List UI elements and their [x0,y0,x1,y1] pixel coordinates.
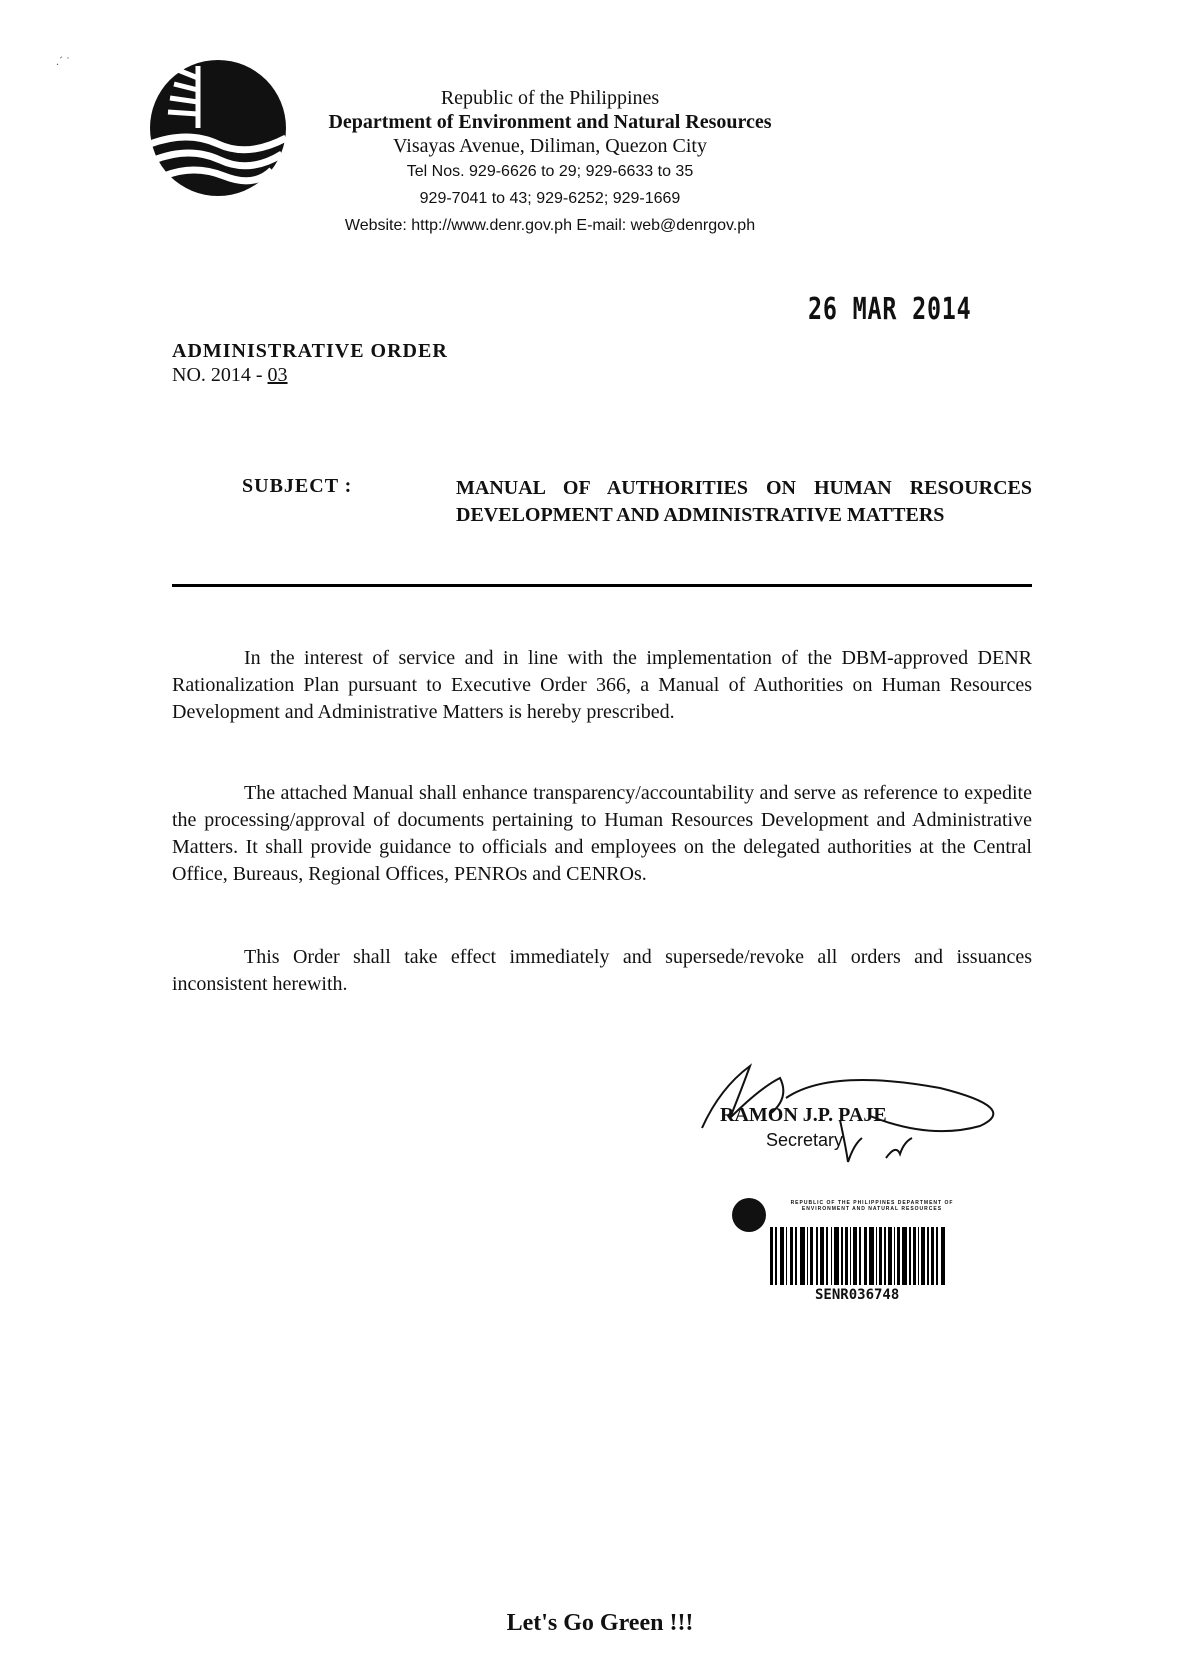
denr-logo [148,58,288,198]
letterhead [280,86,820,239]
order-number-value: 03 [267,364,288,386]
divider [172,584,1032,587]
seal-text: REPUBLIC OF THE PHILIPPINES DEPARTMENT OF ENVIRONMENT AND NATURAL RESOURCES [790,1200,954,1212]
signatory-title: Secretary [766,1130,844,1150]
paragraph-1 [172,645,1032,726]
footer-slogan: Let's Go Green !!! [506,1610,694,1636]
date-stamp: 26 MAR 2014 [808,292,972,327]
order-number [172,364,314,387]
scan-speck: .´ ˙ [56,54,70,68]
subject-text: MANUAL OF AUTHORITIES ON HUMAN RESOURCES DEVELOPMENT AND ADMINISTRATIVE MATTERS [456,477,1032,526]
order-title: ADMINISTRATIVE ORDER [172,340,448,362]
paragraph-2-text: The attached Manual shall enhance transparency/accountability and serve as reference to expedite the processing/approval of documents pertaining to Human Resources Development and Administrative Matters. It shall provide guidance to officials and employees on the delegated authorities at the Central Office, Bureaus, Regional Offices, PENROs and CENROs. [172,782,1032,885]
paragraph-3 [172,944,1032,998]
letterhead-republic: Republic of the Philippines [440,87,660,109]
signatory-name: RAMON J.P. PAJE [720,1104,887,1126]
paragraph-2 [172,780,1032,888]
letterhead-tel-1: Tel Nos. 929-6626 to 29; 929-6633 to 35 [406,163,694,180]
paragraph-1-text: In the interest of service and in line with the implementation of the DBM-approved DENR Rationalization Plan pursuant to Executive Order 366, a Manual of Authorities on Human Resources Development and Administrative Matters is hereby prescribed. [172,647,1032,723]
letterhead-department: Department of Environment and Natural Resources [328,111,772,133]
denr-seal-icon [732,1198,766,1232]
subject-label: SUBJECT : [242,475,353,497]
document-barcode [770,1227,946,1285]
letterhead-web: Website: http://www.denr.gov.ph E-mail: web@denrgov.ph [344,217,756,234]
barcode-number: SENR036748 [815,1287,900,1303]
order-number-label: NO. 2014 - [172,364,263,386]
letterhead-address: Visayas Avenue, Diliman, Quezon City [393,135,707,157]
paragraph-3-text: This Order shall take effect immediately and supersede/revoke all orders and issuances inconsistent herewith. [172,946,1032,995]
letterhead-tel-2: 929-7041 to 43; 929-6252; 929-1669 [419,190,681,207]
